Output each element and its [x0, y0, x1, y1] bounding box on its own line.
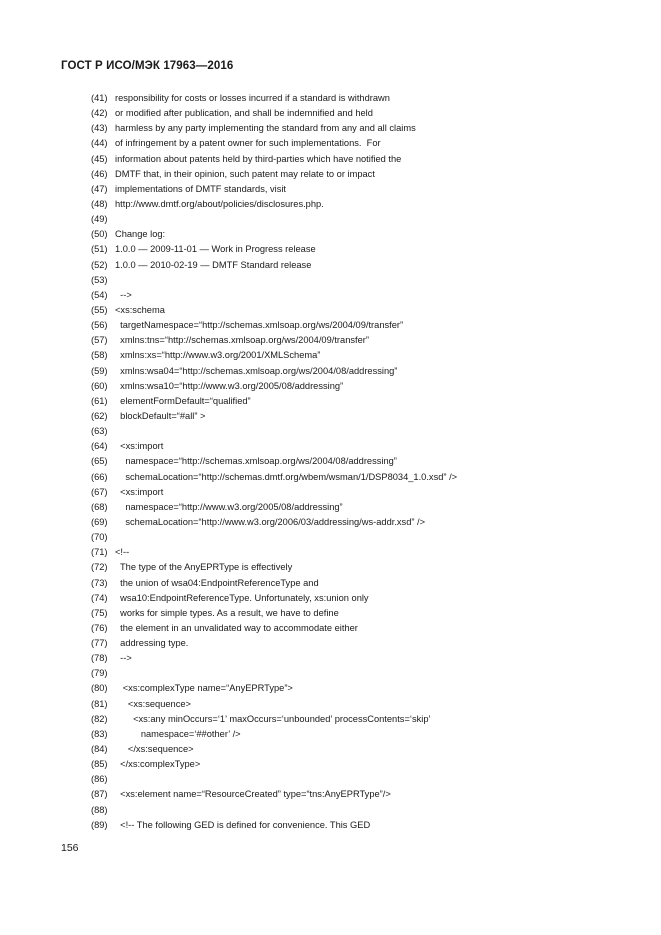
line-number: (88): [91, 804, 108, 815]
code-line: [0, 212, 661, 227]
line-number: (45): [91, 153, 108, 164]
line-number: (41): [91, 93, 108, 103]
line-number: (49): [91, 214, 108, 225]
line-text: schemaLocation=“http://www.w3.org/2006/03/addressing/ws-addr.xsd” />: [115, 516, 426, 527]
line-number: (80): [91, 683, 108, 694]
line-text: responsibility for costs or losses incurred if a standard is withdrawn: [115, 93, 390, 103]
code-line: [0, 167, 661, 182]
line-number: (51): [91, 244, 108, 255]
line-number: (78): [91, 653, 108, 664]
code-listing: [0, 91, 661, 833]
line-number: (76): [91, 622, 108, 633]
line-number: (48): [91, 198, 108, 209]
code-line: [0, 454, 661, 469]
line-text: The type of the AnyEPRType is effectively: [115, 562, 293, 573]
line-text: <xs:import: [115, 486, 164, 497]
code-line: [0, 772, 661, 787]
line-text: <xs:import: [115, 441, 164, 452]
code-line: [0, 606, 661, 621]
code-line: [0, 318, 661, 333]
line-number: (83): [91, 728, 108, 739]
code-line: [0, 258, 661, 273]
line-text: namespace=‘##other’ />: [115, 728, 241, 739]
code-line: [0, 485, 661, 500]
code-line: [0, 364, 661, 379]
code-line: [0, 651, 661, 666]
line-text: targetNamespace=“http://schemas.xmlsoap.org/ws/2004/09/transfer”: [115, 320, 404, 331]
line-text: the union of wsa04:EndpointReferenceType and: [115, 577, 319, 588]
code-line: [0, 394, 661, 409]
code-line: [0, 576, 661, 591]
line-number: (75): [91, 607, 108, 618]
line-number: (50): [91, 229, 108, 240]
page-number: 156: [61, 842, 79, 854]
code-line: [0, 727, 661, 742]
line-number: (87): [91, 789, 108, 800]
line-number: (85): [91, 759, 108, 770]
line-text: harmless by any party implementing the standard from any and all claims: [115, 123, 416, 134]
line-number: (56): [91, 320, 108, 331]
line-number: (62): [91, 410, 108, 421]
line-text: schemaLocation=“http://schemas.dmtf.org/wbem/wsman/1/DSP8034_1.0.xsd” />: [115, 471, 458, 482]
line-text: or modified after publication, and shall be indemnified and held: [115, 108, 373, 119]
code-line: [0, 136, 661, 151]
line-text: addressing type.: [115, 638, 189, 649]
code-line: [0, 591, 661, 606]
line-number: (64): [91, 441, 108, 452]
line-number: (66): [91, 471, 108, 482]
code-line: [0, 666, 661, 681]
line-text: <!--: [115, 547, 130, 558]
code-line: [0, 636, 661, 651]
line-number: (67): [91, 486, 108, 497]
line-text: blockDefault=“#all” >: [115, 410, 206, 421]
line-number: (52): [91, 259, 108, 270]
code-line: [0, 348, 661, 363]
code-line: [0, 742, 661, 757]
line-number: (46): [91, 168, 108, 179]
line-number: (84): [91, 744, 108, 755]
line-text: namespace=“http://schemas.xmlsoap.org/ws/2004/08/addressing”: [115, 456, 397, 467]
code-line: [0, 515, 661, 530]
line-text: <xs:sequence>: [115, 698, 191, 709]
line-number: (82): [91, 713, 108, 724]
line-text: namespace=“http://www.w3.org/2005/08/addressing”: [115, 501, 343, 512]
line-text: Change log:: [115, 229, 166, 240]
code-line: [0, 333, 661, 348]
line-number: (72): [91, 562, 108, 573]
line-number: (77): [91, 638, 108, 649]
line-number: (81): [91, 698, 108, 709]
line-text: <xs:complexType name=“AnyEPRType”>: [115, 683, 293, 694]
line-text: xmlns:wsa04=“http://schemas.xmlsoap.org/ws/2004/08/addressing”: [115, 365, 398, 376]
line-number: (58): [91, 350, 108, 361]
code-line: [0, 227, 661, 242]
line-text: the element in an unvalidated way to accommodate either: [115, 622, 358, 633]
code-line: [0, 273, 661, 288]
line-number: (54): [91, 289, 108, 300]
line-text: <xs:element name=“ResourceCreated” type=“tns:AnyEPRType”/>: [115, 789, 391, 800]
line-number: (70): [91, 532, 108, 543]
line-text: <!-- The following GED is defined for convenience. This GED: [115, 819, 371, 830]
line-text: xmlns:tns=“http://schemas.xmlsoap.org/ws/2004/09/transfer”: [115, 335, 369, 346]
line-number: (89): [91, 819, 108, 830]
code-line: [0, 697, 661, 712]
line-number: (61): [91, 395, 108, 406]
line-number: (79): [91, 668, 108, 679]
line-number: (43): [91, 123, 108, 134]
code-line: [0, 91, 661, 106]
code-line: [0, 121, 661, 136]
line-number: (47): [91, 183, 108, 194]
line-number: (65): [91, 456, 108, 467]
line-number: (68): [91, 501, 108, 512]
line-number: (53): [91, 274, 108, 285]
line-text: implementations of DMTF standards, visit: [115, 183, 287, 194]
code-line: [0, 712, 661, 727]
line-text: information about patents held by third-parties which have notified the: [115, 153, 402, 164]
code-line: [0, 379, 661, 394]
code-line: [0, 787, 661, 802]
code-line: [0, 152, 661, 167]
line-number: (63): [91, 426, 108, 437]
line-number: (60): [91, 380, 108, 391]
line-number: (69): [91, 516, 108, 527]
code-line: [0, 818, 661, 833]
code-line: [0, 106, 661, 121]
line-text: 1.0.0 — 2010-02-19 — DMTF Standard release: [115, 259, 312, 270]
code-line: [0, 803, 661, 818]
code-line: [0, 409, 661, 424]
code-line: [0, 470, 661, 485]
line-text: <xs:any minOccurs=‘1’ maxOccurs=‘unbounded’ processContents=‘skip’: [115, 713, 431, 724]
code-line: [0, 621, 661, 636]
line-number: (71): [91, 547, 108, 558]
line-text: xmlns:wsa10=“http://www.w3.org/2005/08/addressing”: [115, 380, 344, 391]
line-text: -->: [115, 653, 132, 664]
code-line: [0, 182, 661, 197]
code-line: [0, 424, 661, 439]
line-number: (44): [91, 138, 108, 149]
code-line: [0, 681, 661, 696]
line-number: (86): [91, 774, 108, 785]
code-line: [0, 545, 661, 560]
line-text: http://www.dmtf.org/about/policies/disclosures.php.: [115, 198, 324, 209]
line-text: elementFormDefault=“qualified”: [115, 395, 251, 406]
code-line: [0, 303, 661, 318]
line-text: xmlns:xs=“http://www.w3.org/2001/XMLSchema”: [115, 350, 321, 361]
document-header: ГОСТ Р ИСО/МЭК 17963—2016: [61, 60, 234, 72]
line-text: wsa10:EndpointReferenceType. Unfortunately, xs:union only: [115, 592, 369, 603]
line-number: (57): [91, 335, 108, 346]
line-text: works for simple types. As a result, we have to define: [115, 607, 339, 618]
line-number: (59): [91, 365, 108, 376]
line-number: (73): [91, 577, 108, 588]
code-line: [0, 500, 661, 515]
line-text: of infringement by a patent owner for such implementations. For: [115, 138, 381, 149]
line-number: (42): [91, 108, 108, 119]
code-line: [0, 530, 661, 545]
code-line: [0, 288, 661, 303]
line-number: (55): [91, 304, 108, 315]
code-line: [0, 242, 661, 257]
line-text: </xs:complexType>: [115, 759, 201, 770]
line-text: <xs:schema: [115, 304, 165, 315]
line-number: (74): [91, 592, 108, 603]
line-text: </xs:sequence>: [115, 744, 194, 755]
line-text: 1.0.0 — 2009-11-01 — Work in Progress release: [115, 244, 316, 255]
code-line: [0, 757, 661, 772]
line-text: DMTF that, in their opinion, such patent may relate to or impact: [115, 168, 375, 179]
code-line: [0, 197, 661, 212]
line-text: -->: [115, 289, 132, 300]
code-line: [0, 560, 661, 575]
code-line: [0, 439, 661, 454]
